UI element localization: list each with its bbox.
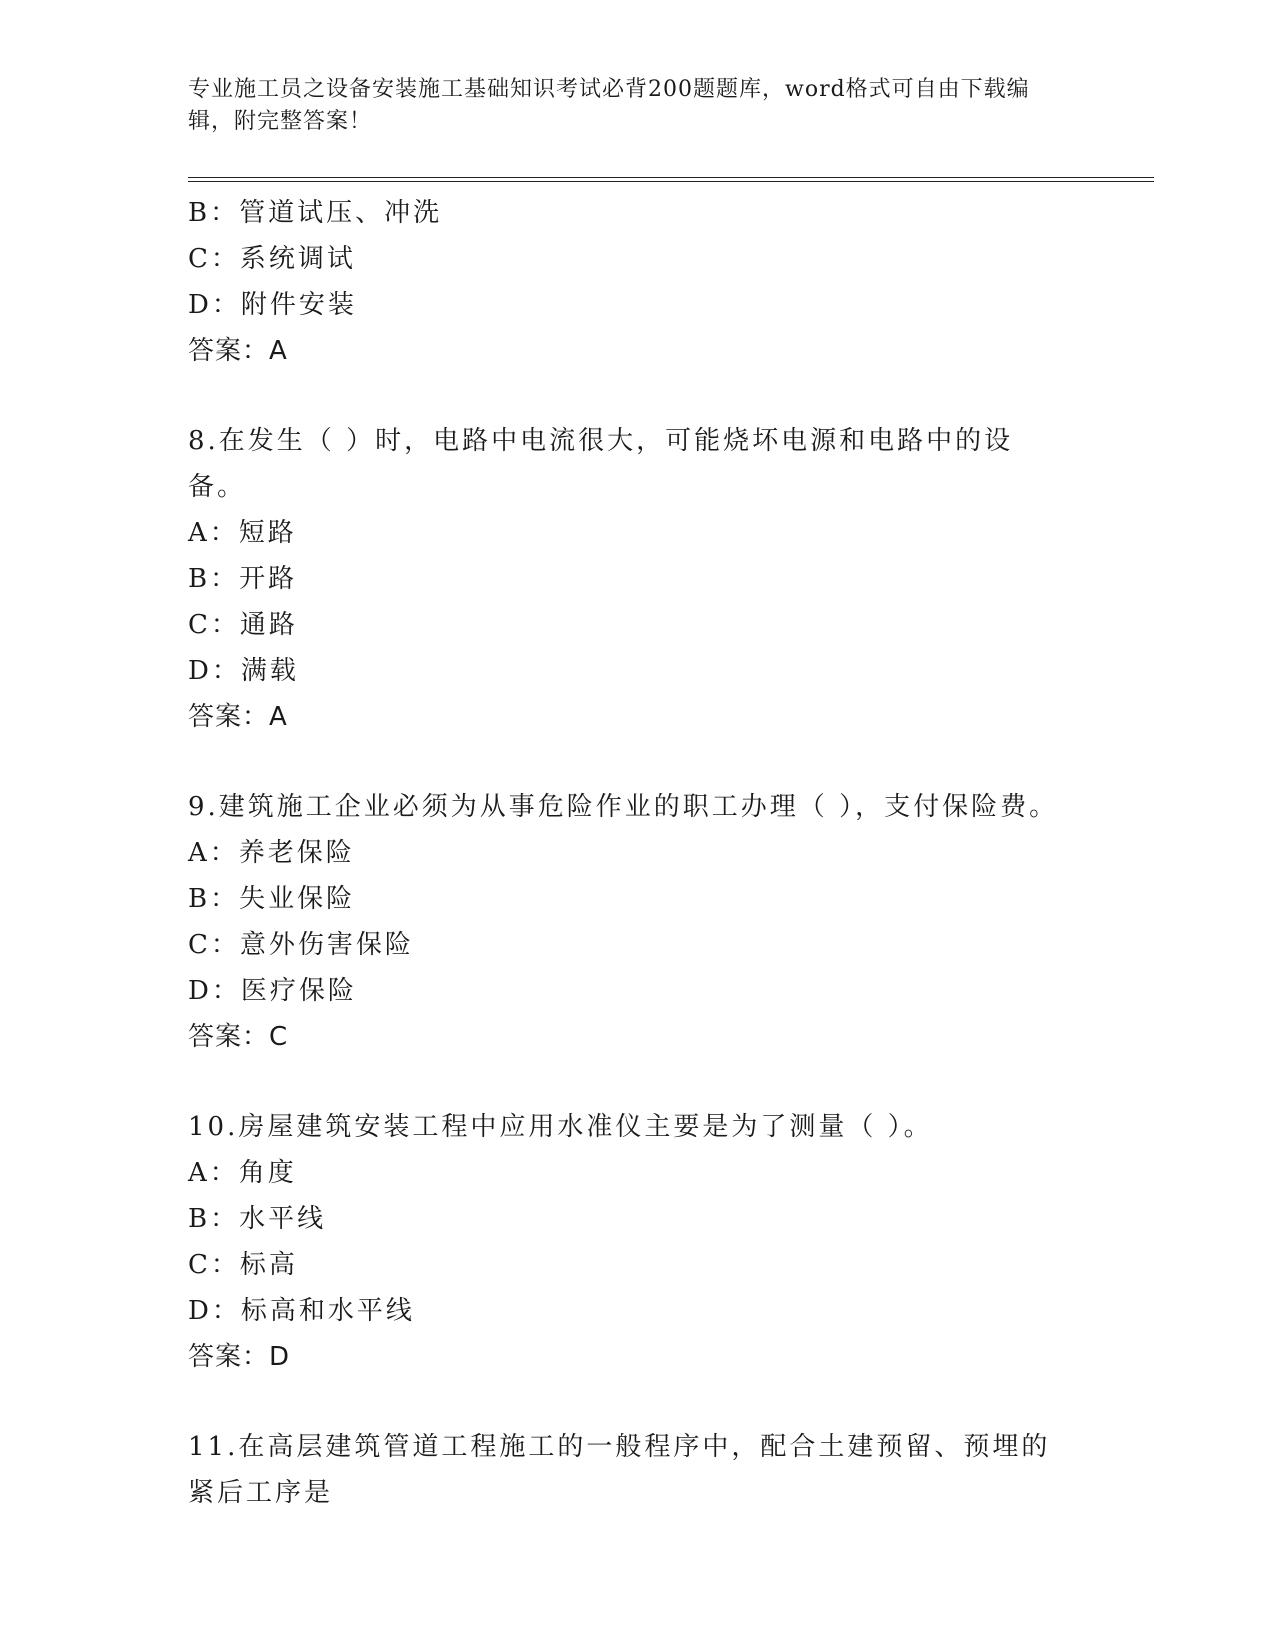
option-c: C：意外伤害保险 [188, 930, 414, 960]
question-list [188, 190, 1154, 1516]
option-d: D：标高和水平线 [188, 1296, 415, 1326]
option-b: B：失业保险 [188, 884, 356, 914]
question-stem: 9.建筑施工企业必须为从事危险作业的职工办理（ ），支付保险费。 [188, 792, 1059, 822]
option-d: D：医疗保险 [188, 976, 357, 1006]
question-7-partial [188, 190, 1154, 374]
option-a: A：角度 [188, 1158, 297, 1188]
option-c: C：系统调试 [188, 244, 356, 274]
spacer [188, 1060, 1154, 1104]
question-stem: 11.在高层建筑管道工程施工的一般程序中，配合土建预留、预埋的紧后工序是 [188, 1432, 1051, 1508]
answer-text: 答案：A [188, 336, 288, 366]
option-d: D：满载 [188, 656, 299, 686]
question-10 [188, 1104, 1154, 1380]
option-a: A：短路 [188, 518, 297, 548]
question-11 [188, 1424, 1154, 1516]
question-stem: 8.在发生（ ）时，电路中电流很大，可能烧坏电源和电路中的设备。 [188, 426, 1014, 502]
document-header: 专业施工员之设备安装施工基础知识考试必背200题题库，word格式可自由下载编辑，附完整答案！ [188, 77, 1030, 134]
header-divider [188, 177, 1154, 182]
option-c: C：标高 [188, 1250, 298, 1280]
answer-text: 答案：A [188, 702, 288, 732]
spacer [188, 740, 1154, 784]
answer-text: 答案：C [188, 1022, 289, 1052]
option-b: B：开路 [188, 564, 298, 594]
question-stem: 10.房屋建筑安装工程中应用水准仪主要是为了测量（ ）。 [188, 1112, 933, 1142]
option-b: B：管道试压、冲洗 [188, 198, 443, 228]
spacer [188, 1380, 1154, 1424]
spacer [188, 374, 1154, 418]
option-d: D：附件安装 [188, 290, 357, 320]
answer-text: 答案：D [188, 1342, 291, 1372]
question-8 [188, 418, 1154, 740]
option-a: A：养老保险 [188, 838, 355, 868]
question-9 [188, 784, 1154, 1060]
option-c: C：通路 [188, 610, 298, 640]
option-b: B：水平线 [188, 1204, 327, 1234]
